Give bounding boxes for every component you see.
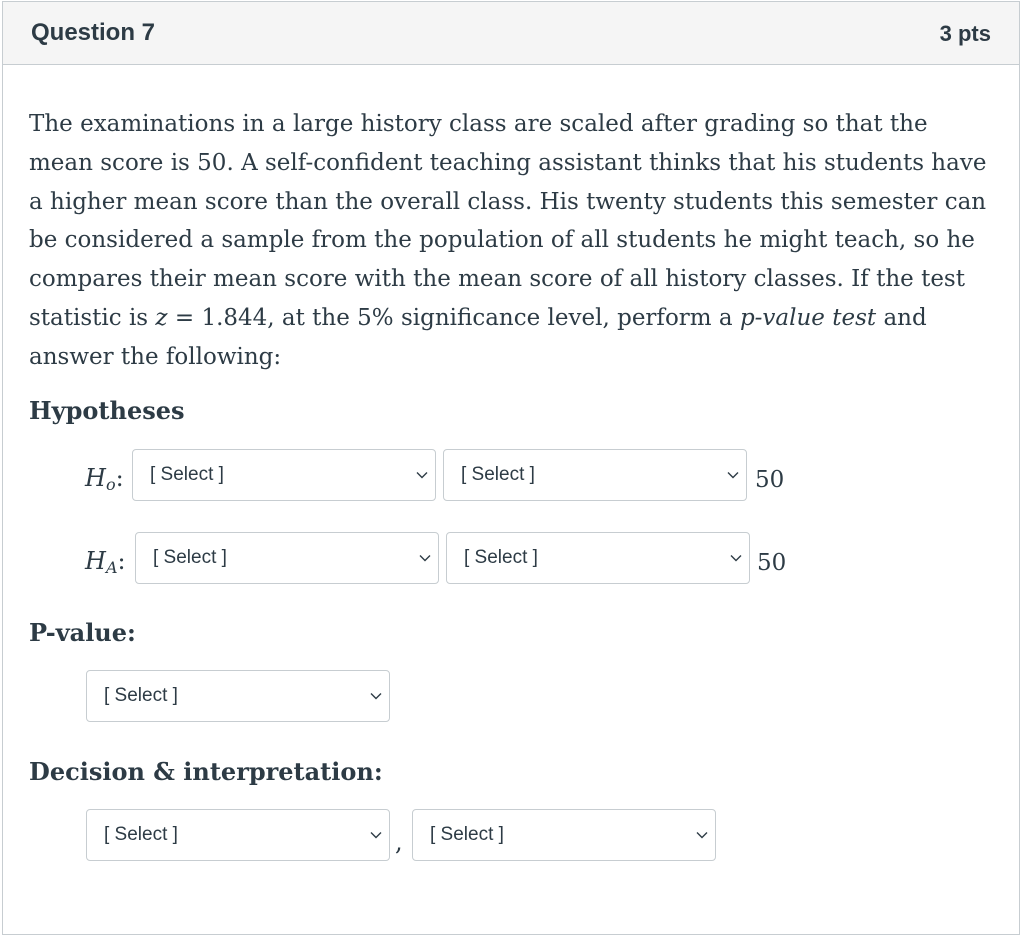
null-hypothesis-select-2-value: [ Select ] [461, 464, 535, 485]
alt-hypothesis-symbol: H [85, 547, 106, 575]
pvalue-select[interactable] [86, 670, 390, 722]
decision-select-2[interactable] [412, 809, 716, 861]
question-text-part: and answer the following: [29, 304, 927, 370]
alt-hypothesis-value: 50 [757, 550, 787, 576]
hypotheses-heading: Hypotheses [29, 396, 185, 425]
chevron-down-icon [369, 828, 383, 842]
question-text [29, 105, 995, 377]
chevron-down-icon [418, 551, 432, 565]
chevron-down-icon [695, 828, 709, 842]
pvalue-heading: P-value: [29, 618, 136, 647]
question-points: 3 pts [939, 21, 991, 46]
null-hypothesis-select-2[interactable] [443, 449, 747, 501]
alt-hypothesis-select-1[interactable] [135, 532, 439, 584]
decision-select-2-value: [ Select ] [430, 824, 504, 845]
null-hypothesis-label [85, 464, 124, 494]
alt-hypothesis-subscript: A [105, 558, 118, 577]
pvalue-select-value: [ Select ] [104, 685, 178, 706]
alt-hypothesis-label [85, 547, 126, 577]
null-hypothesis-symbol: H [85, 464, 106, 492]
chevron-down-icon [729, 551, 743, 565]
alt-hypothesis-select-2[interactable] [446, 532, 750, 584]
null-hypothesis-value: 50 [755, 467, 785, 493]
chevron-down-icon [369, 689, 383, 703]
chevron-down-icon [415, 468, 429, 482]
alt-hypothesis-select-2-value: [ Select ] [464, 547, 538, 568]
null-hypothesis-select-1-value: [ Select ] [150, 464, 224, 485]
decision-heading: Decision & interpretation: [29, 757, 383, 786]
null-hypothesis-select-1[interactable] [132, 449, 436, 501]
question-text-part: The examinations in a large history class are scaled after grading so that the mean score is 50. A self-confident teaching assistant thinks that his students have a higher mean score than the overall class. His twenty students this semester can be considered a sample from the population of all students he might teach, so he compares their mean score with the mean score of all history classes. If the test statistic is [29, 111, 987, 331]
alt-hypothesis-colon: : [117, 547, 126, 575]
null-hypothesis-colon: : [115, 464, 124, 492]
decision-select-1[interactable] [86, 809, 390, 861]
decision-select-1-value: [ Select ] [104, 824, 178, 845]
null-hypothesis-subscript: o [105, 475, 116, 494]
question-header [3, 2, 1019, 65]
question-text-part: = 1.844, at the 5% significance level, perform a [167, 304, 740, 331]
decision-separator: , [395, 828, 403, 856]
question-text-pvalue-test: p-value test [739, 304, 877, 331]
question-text-z: z [155, 304, 168, 331]
chevron-down-icon [726, 468, 740, 482]
alt-hypothesis-select-1-value: [ Select ] [153, 547, 227, 568]
question-title: Question 7 [31, 19, 156, 46]
